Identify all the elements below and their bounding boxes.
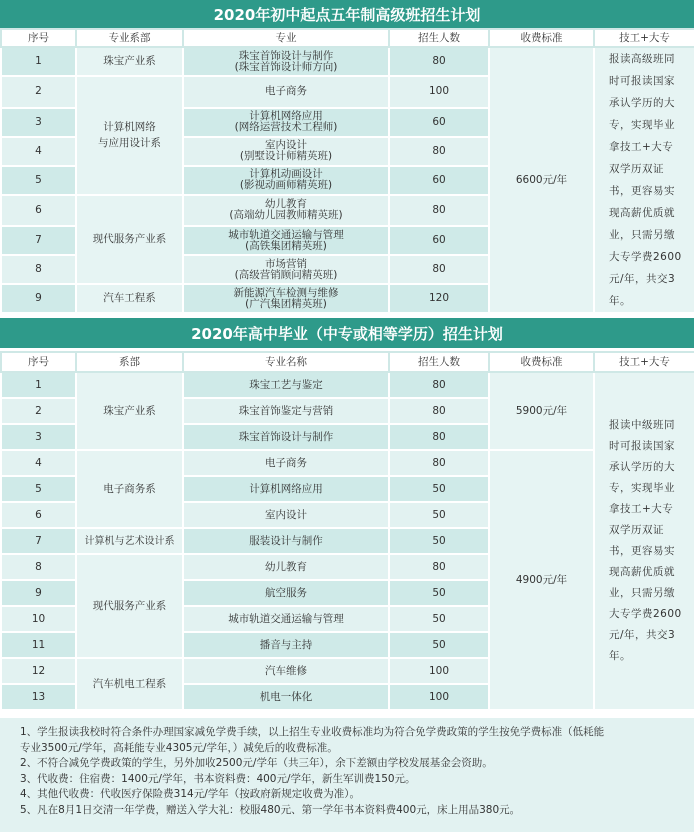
table-row xyxy=(1,372,694,398)
col-header-no: 序号 xyxy=(1,352,76,372)
major-cell: 市场营销 (高级营销顾问精英班) xyxy=(183,255,389,284)
note-line: 3、代收费：住宿费：1400元/学年，书本资料费：400元/学年，新生军训费150元。 xyxy=(20,772,416,785)
row-no: 13 xyxy=(1,684,76,710)
row-no: 4 xyxy=(1,450,76,476)
major-cell: 珠宝首饰鉴定与营销 xyxy=(183,398,389,424)
dept-cell: 现代服务产业系 xyxy=(76,554,183,658)
row-no: 9 xyxy=(1,580,76,606)
col-header-no: 序号 xyxy=(1,29,76,47)
col-header-count: 招生人数 xyxy=(389,352,489,372)
major-cell: 珠宝工艺与鉴定 xyxy=(183,372,389,398)
note-line: 2、不符合减免学费政策的学生，另外加收2500元/学年（共三年），余下差额由学校发展基金会资助。 xyxy=(20,757,493,769)
row-no: 10 xyxy=(1,606,76,632)
fee-cell: 5900元/年 xyxy=(489,372,594,450)
major-cell: 幼儿教育 (高端幼儿园教师精英班) xyxy=(183,195,389,227)
count-cell: 50 xyxy=(389,476,489,502)
table-row xyxy=(1,47,694,76)
major-cell: 计算机动画设计 (影视动画师精英班) xyxy=(183,166,389,195)
count-cell: 80 xyxy=(389,137,489,166)
dual-degree-note: 报读中级班同时可报读国家承认学历的大专，实现毕业拿技工+大专双学历双证书，更容易实现高薪优质就业，只需另缴大专学费2600元/年，共交3年。 xyxy=(594,372,694,710)
major-cell: 幼儿教育 xyxy=(183,554,389,580)
dept-cell: 珠宝产业系 xyxy=(76,372,183,450)
major-cell: 播音与主持 xyxy=(183,632,389,658)
count-cell: 50 xyxy=(389,606,489,632)
major-cell: 室内设计 (别墅设计师精英班) xyxy=(183,137,389,166)
count-cell: 80 xyxy=(389,398,489,424)
count-cell: 80 xyxy=(389,47,489,76)
row-no: 7 xyxy=(1,528,76,554)
col-header-fee: 收费标准 xyxy=(489,29,594,47)
row-no: 8 xyxy=(1,255,76,284)
row-no: 1 xyxy=(1,47,76,76)
major-cell: 汽车维修 xyxy=(183,658,389,684)
note-line: 专业3500元/学年，高耗能专业4305元/学年，）减免后的收费标准。 xyxy=(20,741,338,754)
section2-title: 2020年高中毕业（中专或相等学历）招生计划 xyxy=(0,318,694,348)
col-header-major: 专业 xyxy=(183,29,389,47)
count-cell: 80 xyxy=(389,450,489,476)
notes-block xyxy=(0,718,694,832)
dept-cell: 现代服务产业系 xyxy=(76,195,183,285)
fee-cell: 4900元/年 xyxy=(489,450,594,710)
section1-table xyxy=(0,28,694,314)
dept-cell: 汽车机电工程系 xyxy=(76,658,183,710)
col-header-dual: 技工+大专 xyxy=(594,29,694,47)
note-line: 5、凡在8月1日交清一年学费，赠送入学大礼：校服480元、第一学年书本资料费400元，床上用品380元。 xyxy=(20,803,521,816)
fee-cell: 6600元/年 xyxy=(489,47,594,313)
col-header-fee: 收费标准 xyxy=(489,352,594,372)
col-header-major: 专业名称 xyxy=(183,352,389,372)
count-cell: 120 xyxy=(389,284,489,313)
row-no: 5 xyxy=(1,476,76,502)
major-cell: 计算机网络应用 (网络运营技术工程师) xyxy=(183,108,389,137)
count-cell: 80 xyxy=(389,195,489,227)
count-cell: 80 xyxy=(389,424,489,450)
major-cell: 机电一体化 xyxy=(183,684,389,710)
count-cell: 50 xyxy=(389,580,489,606)
major-cell: 新能源汽车检测与维修 (广汽集团精英班) xyxy=(183,284,389,313)
note-line: 4、其他代收费：代收医疗保险费314元/学年（按政府新规定收费为准）。 xyxy=(20,788,361,800)
row-no: 9 xyxy=(1,284,76,313)
dual-degree-note: 报读高级班同时可报读国家承认学历的大专，实现毕业拿技工+大专双学历双证书，更容易实现高薪优质就业，只需另缴大专学费2600元/年，共交3年。 xyxy=(594,47,694,313)
count-cell: 60 xyxy=(389,166,489,195)
count-cell: 50 xyxy=(389,632,489,658)
dept-cell: 计算机与艺术设计系 xyxy=(76,528,183,554)
row-no: 2 xyxy=(1,76,76,108)
row-no: 12 xyxy=(1,658,76,684)
count-cell: 50 xyxy=(389,502,489,528)
count-cell: 80 xyxy=(389,554,489,580)
major-cell: 航空服务 xyxy=(183,580,389,606)
major-cell: 珠宝首饰设计与制作 (珠宝首饰设计师方向) xyxy=(183,47,389,76)
col-header-dept: 系部 xyxy=(76,352,183,372)
table-row xyxy=(1,450,694,476)
count-cell: 50 xyxy=(389,528,489,554)
count-cell: 100 xyxy=(389,684,489,710)
dept-cell: 电子商务系 xyxy=(76,450,183,528)
row-no: 4 xyxy=(1,137,76,166)
row-no: 3 xyxy=(1,424,76,450)
major-cell: 电子商务 xyxy=(183,450,389,476)
count-cell: 80 xyxy=(389,372,489,398)
major-cell: 室内设计 xyxy=(183,502,389,528)
count-cell: 80 xyxy=(389,255,489,284)
major-cell: 计算机网络应用 xyxy=(183,476,389,502)
count-cell: 100 xyxy=(389,76,489,108)
dept-cell: 汽车工程系 xyxy=(76,284,183,313)
row-no: 3 xyxy=(1,108,76,137)
row-no: 11 xyxy=(1,632,76,658)
major-cell: 珠宝首饰设计与制作 xyxy=(183,424,389,450)
count-cell: 100 xyxy=(389,658,489,684)
col-header-count: 招生人数 xyxy=(389,29,489,47)
count-cell: 60 xyxy=(389,226,489,255)
col-header-dual: 技工+大专 xyxy=(594,352,694,372)
count-cell: 60 xyxy=(389,108,489,137)
row-no: 5 xyxy=(1,166,76,195)
note-line: 1、学生报读我校时符合条件办理国家减免学费手续，以上招生专业收费标准均为符合免学费政策的学生按免学费标准（低耗能 xyxy=(20,726,605,738)
section1-title: 2020年初中起点五年制高级班招生计划 xyxy=(0,0,694,28)
dept-cell: 计算机网络 与应用设计系 xyxy=(76,76,183,195)
major-cell: 电子商务 xyxy=(183,76,389,108)
row-no: 8 xyxy=(1,554,76,580)
row-no: 2 xyxy=(1,398,76,424)
major-cell: 服装设计与制作 xyxy=(183,528,389,554)
row-no: 7 xyxy=(1,226,76,255)
row-no: 1 xyxy=(1,372,76,398)
dept-cell: 珠宝产业系 xyxy=(76,47,183,76)
section2-table xyxy=(0,351,694,711)
col-header-dept: 专业系部 xyxy=(76,29,183,47)
row-no: 6 xyxy=(1,502,76,528)
major-cell: 城市轨道交通运输与管理 xyxy=(183,606,389,632)
major-cell: 城市轨道交通运输与管理 (高铁集团精英班) xyxy=(183,226,389,255)
row-no: 6 xyxy=(1,195,76,227)
